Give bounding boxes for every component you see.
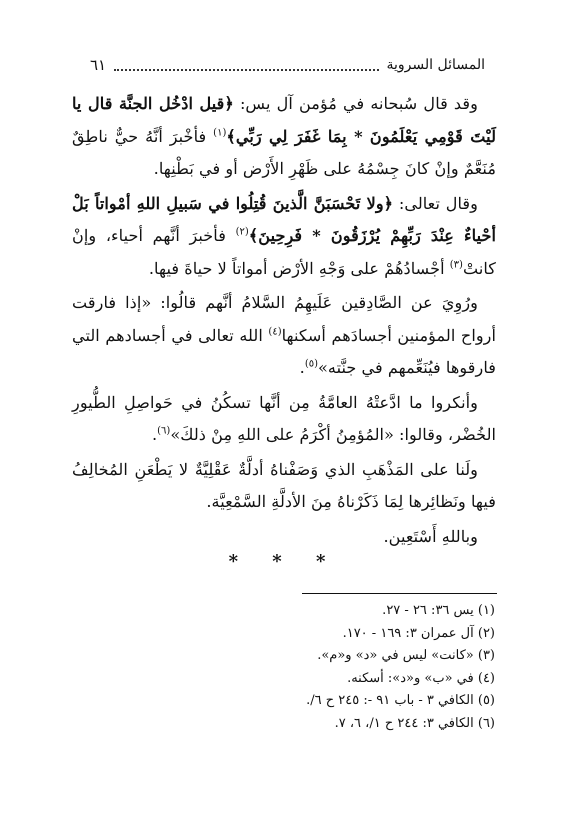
paragraph-text: . bbox=[299, 358, 305, 377]
page-number: ٦١ bbox=[90, 56, 107, 74]
paragraph-text: فأخبرَ أنَّهم أحياء، وإنْ كانتْ bbox=[72, 226, 496, 278]
footnote: (٤) في «ب» و«د»: أسكنه. bbox=[347, 670, 495, 686]
running-title: المسائل السروية bbox=[386, 57, 485, 73]
paragraph bbox=[72, 88, 496, 186]
footnote-ref: (١) bbox=[213, 127, 227, 139]
paragraph bbox=[72, 188, 496, 286]
paragraph-text: ولَنا على المَذْهَبِ الذي وَصَفْناهُ أدلَّةٌ عَقْلِيَّةٌ لا يَطْعَنِ المُخالِفُ فيها ونَظائِرها لِمَا ذَكَرْناهُ مِنَ الأدلَّةِ السَّمْعِيَّة. bbox=[72, 459, 496, 511]
section-separator: * * * bbox=[228, 551, 340, 572]
paragraph-text: وقد قال سُبحانه في مُؤمن آل يس: bbox=[233, 94, 478, 113]
paragraph-text: . bbox=[151, 425, 158, 444]
header-dot-leader bbox=[114, 59, 378, 71]
footnote-ref: (٦) bbox=[157, 425, 171, 437]
footnote: (٢) آل عمران ٣: ١٦٩ - ١٧٠. bbox=[342, 625, 495, 641]
footnote: (٥) الكافي ٣ - باب ٩١ -: ٢٤٥ ح ٦/. bbox=[306, 693, 495, 708]
paragraph-text: وباللهِ أَسْتَعِين. bbox=[383, 526, 478, 546]
paragraph bbox=[72, 454, 496, 519]
footnote-ref: (٥) bbox=[304, 358, 318, 370]
footnote: (٦) الكافي ٣: ٢٤٤ ح ١/، ٦، ٧. bbox=[334, 715, 495, 731]
paragraph bbox=[72, 521, 496, 554]
paragraph-text: وقال تعالى: bbox=[393, 193, 478, 213]
body-text bbox=[72, 88, 496, 553]
paragraph-text: ورُوِيَ عن الصَّادِقين عَلَيهِمُ السَّلامُ أنَّهم قالُوا: «إذا فارقت أرواح المؤمنين أجسادَهم أسكنها bbox=[72, 293, 496, 345]
paragraph bbox=[72, 287, 496, 385]
running-header bbox=[90, 52, 485, 78]
footnote-rule bbox=[302, 593, 497, 594]
footnotes bbox=[150, 600, 495, 735]
paragraph-text: أجْسادُهُمْ على وَجْهِ الأرْض أمواتاً لا حياةَ فيها. bbox=[148, 258, 450, 278]
paragraph bbox=[72, 387, 496, 452]
footnote: (٣) «كانت» ليس في «د» و«م». bbox=[317, 648, 495, 663]
quran-quote: ﴿ولا تَحْسَبَنَّ الَّذينَ قُتِلُوا في سَبيلِ اللهِ أمْواتاً بَلْ أحْياءٌ عِنْدَ رَبِّهِمْ يُرْزَقُونَ * فَرِحِينَ﴾ bbox=[72, 193, 496, 245]
quran-quote: ﴿قيل ادْخُل الجنَّة قال يا لَيْتَ قَوْمِي يَعْلَمُونَ * بِمَا غَفَرَ لِي رَبِّي﴾ bbox=[72, 94, 496, 146]
footnote-ref: (٤) bbox=[268, 326, 282, 338]
paragraph-text: وأنكروا ما ادَّعتْهُ العامَّةُ مِن أنَّها تسكُنُ في حَواصِلِ الطُّيورِ الخُضْر، وقالوا: «المُؤمِنُ أكْرَمُ على اللهِ مِنْ ذلكَ» bbox=[72, 392, 496, 444]
footnote-ref: (٢) bbox=[235, 226, 249, 238]
paragraph-text: الله تعالى في أجسادهم التي فارقوها فيُنَعِّمهم في جنَّته» bbox=[72, 325, 496, 377]
footnote-ref: (٣) bbox=[449, 259, 463, 271]
footnote: (١) يس ٣٦: ٢٦ - ٢٧. bbox=[382, 603, 495, 618]
paragraph-text: فأخْبرَ أنَّهُ حيٌّ ناطِقٌ مُنَعَّمٌ وإنْ كانَ جِسْمُهُ على ظَهْرِ الأَرْض أو في بَطْنِها. bbox=[72, 126, 496, 178]
